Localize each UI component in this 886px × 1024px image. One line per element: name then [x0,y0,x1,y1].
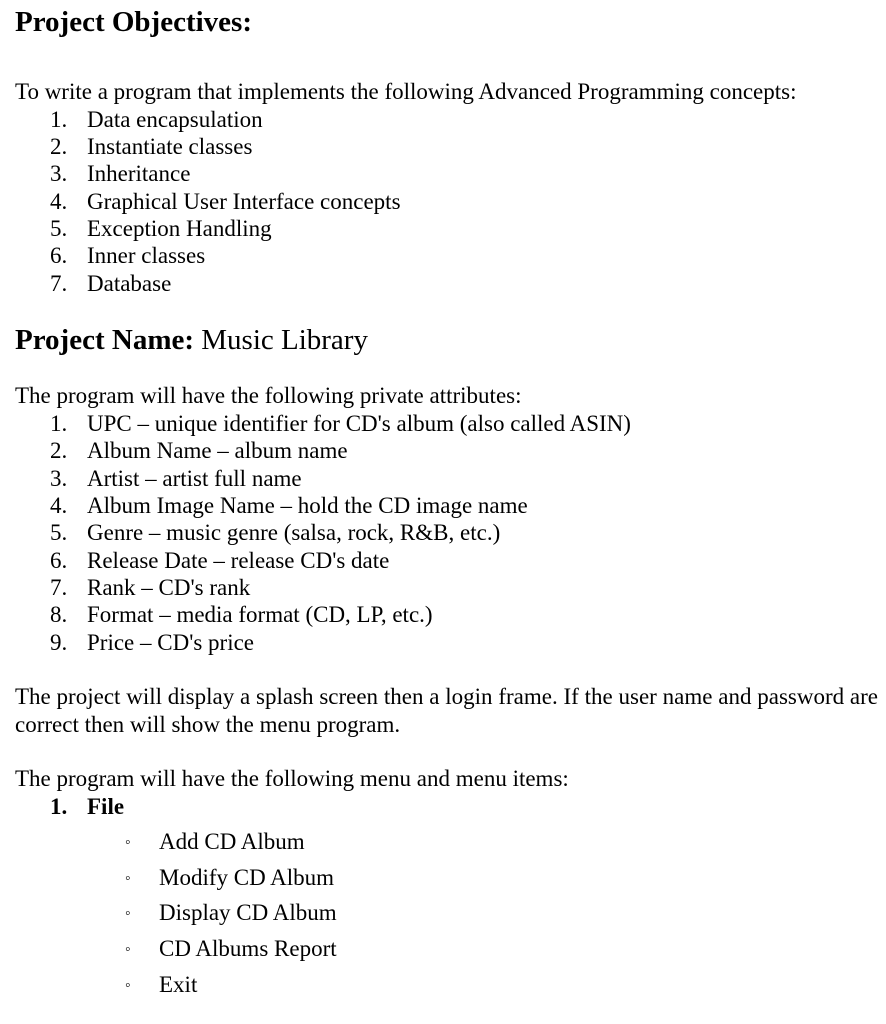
list-number: 6. [50,547,68,573]
list-number: 1. [50,106,68,132]
list-item-text: Artist – artist full name [87,465,302,491]
list-number: 3. [50,161,68,187]
list-item-text: Album Image Name – hold the CD image name [87,492,528,518]
list-number: 5. [50,520,68,546]
list-number: 7. [50,575,68,601]
objectives-list [15,106,878,298]
objective-item [15,133,878,160]
menu-item-text: Display CD Album [159,900,337,926]
attribute-item [15,410,878,437]
list-number: 4. [50,492,68,518]
list-number: 4. [50,188,68,214]
attribute-item [15,465,878,492]
objective-item [15,270,878,297]
list-item-text: Rank – CD's rank [87,575,251,601]
menu-file-label: File [87,793,125,819]
list-number: 2. [50,133,68,159]
bullet-icon: ◦ [125,905,131,923]
menu-item [15,931,878,967]
list-number: 5. [50,216,68,242]
project-name-label: Project Name: [15,324,194,357]
list-number: 8. [50,602,68,628]
file-menu-items [15,824,878,1002]
attribute-item [15,547,878,574]
document-page [15,0,878,1002]
list-item-text: Graphical User Interface concepts [87,188,401,214]
list-item-text: Inheritance [87,161,191,187]
list-number: 3. [50,465,68,491]
bullet-icon: ◦ [125,940,131,958]
objectives-heading: Project Objectives: [15,6,252,38]
bullet-icon: ◦ [125,869,131,887]
list-item-text: Data encapsulation [87,106,263,132]
menu-file-heading [15,793,878,820]
attributes-list [15,410,878,657]
bullet-icon: ◦ [125,834,131,852]
attributes-intro: The program will have the following private attributes: [15,383,522,409]
list-item-text: Inner classes [87,243,206,269]
list-item-text: UPC – unique identifier for CD's album (also called ASIN) [87,410,631,436]
objectives-intro: To write a program that implements the following Advanced Programming concepts: [15,79,797,104]
list-number: 2. [50,438,68,464]
list-item-text: Album Name – album name [87,438,348,464]
list-item-text: Exception Handling [87,216,272,242]
project-name-value: Music Library [201,324,368,357]
menu-intro: The program will have the following menu and menu items: [15,766,569,792]
menu-item [15,860,878,896]
attribute-item [15,492,878,519]
menu-item [15,967,878,1003]
attribute-item [15,601,878,628]
list-number: 7. [50,270,68,296]
objective-item [15,160,878,187]
list-item-text: Instantiate classes [87,133,253,159]
attribute-item [15,519,878,546]
menu-item [15,824,878,860]
menu-item [15,895,878,931]
menu-item-text: Add CD Album [159,829,305,855]
menu-item-text: Exit [159,971,198,997]
attribute-item [15,629,878,656]
list-item-text: Database [87,270,172,296]
splash-paragraph: The project will display a splash screen then a login frame. If the user name and password are correct then will show the menu program. [15,684,878,737]
list-number: 6. [50,243,68,269]
list-number: 1. [50,793,68,819]
bullet-icon: ◦ [125,976,131,994]
list-item-text: Price – CD's price [87,629,255,655]
list-number: 1. [50,410,68,436]
list-item-text: Genre – music genre (salsa, rock, R&B, etc.) [87,520,501,546]
objective-item [15,106,878,133]
list-number: 9. [50,629,68,655]
menu-item-text: CD Albums Report [159,935,337,961]
list-item-text: Release Date – release CD's date [87,547,390,573]
menu-item-text: Modify CD Album [159,864,335,890]
attribute-item [15,437,878,464]
attribute-item [15,574,878,601]
objective-item [15,242,878,269]
project-name-heading [15,323,878,357]
list-item-text: Format – media format (CD, LP, etc.) [87,602,433,628]
objective-item [15,188,878,215]
objective-item [15,215,878,242]
